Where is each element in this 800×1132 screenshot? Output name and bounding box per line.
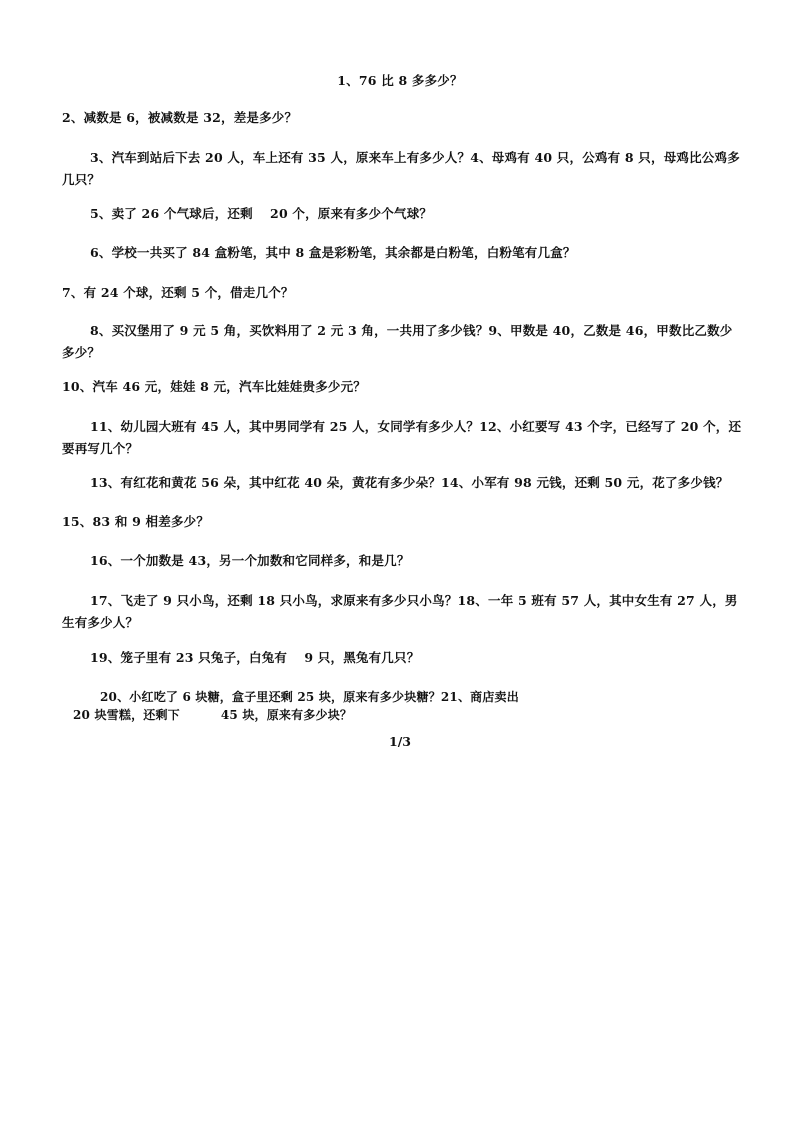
question-7: 7、有 24 个球，还剩 5 个，借走几个？ xyxy=(62,285,294,300)
question-5: 5、卖了 26 个气球后，还剩 20 个，原来有多少个气球？ xyxy=(90,206,433,221)
question-2: 2、减数是 6，被减数是 32，差是多少？ xyxy=(62,110,298,125)
question-13-14: 13、有红花和黄花 56 朵，其中红花 40 朵，黄花有多少朵？14、小军有 98 元钱，还剩 50 元，花了多少钱？ xyxy=(90,475,729,490)
question-16: 16、一个加数是 43，另一个加数和它同样多，和是几？ xyxy=(90,553,410,568)
page-number: 1/3 xyxy=(389,734,411,749)
question-6: 6、学校一共买了 84 盒粉笔，其中 8 盒是彩粉笔，其余都是白粉笔，白粉笔有几盒？ xyxy=(90,245,576,260)
question-15: 15、83 和 9 相差多少？ xyxy=(62,514,210,529)
question-1: 1、76 比 8 多多少？ xyxy=(337,73,463,88)
question-10: 10、汽车 46 元，娃娃 8 元，汽车比娃娃贵多少元？ xyxy=(62,379,366,394)
question-19: 19、笼子里有 23 只兔子，白兔有 9 只，黑兔有几只？ xyxy=(90,650,420,665)
question-11-12: 11、幼儿园大班有 45 人，其中男同学有 25 人，女同学有多少人？12、小红要写 43 个字，已经写了 20 个，还要再写几个？ xyxy=(62,419,742,456)
question-17-18: 17、飞走了 9 只小鸟，还剩 18 只小鸟，求原来有多少只小鸟？18、一年 5 班有 57 人，其中女生有 27 人，男生有多少人？ xyxy=(62,593,738,630)
question-8-9: 8、买汉堡用了 9 元 5 角，买饮料用了 2 元 3 角，一共用了多少钱？9、甲数是 40，乙数是 46，甲数比乙数少多少？ xyxy=(62,323,733,360)
question-3-4: 3、汽车到站后下去 20 人，车上还有 35 人，原来车上有多少人？4、母鸡有 40 只，公鸡有 8 只，母鸡比公鸡多几只？ xyxy=(62,150,740,187)
question-20-21-line1: 20、小红吃了 6 块糖，盒子里还剩 25 块，原来有多少块糖？21、商店卖出 xyxy=(100,690,519,704)
question-20-21-line2: 20 块雪糕，还剩下 45 块，原来有多少块？ xyxy=(73,708,353,722)
